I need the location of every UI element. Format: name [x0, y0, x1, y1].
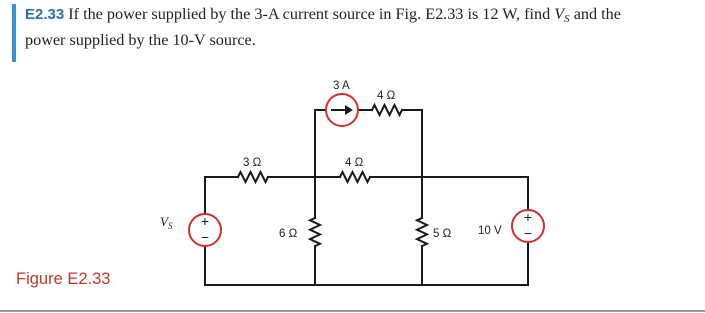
resistor-3ohm: [238, 172, 268, 182]
v10-plus-sign: +: [523, 209, 533, 225]
figure-label: Figure E2.33: [16, 270, 111, 288]
problem-number: E2.33: [25, 6, 65, 23]
current-source-3a: [326, 94, 358, 126]
vs-plus-sign: +: [200, 213, 210, 229]
resistor-6ohm: [310, 218, 320, 246]
label-3a: 3 A: [333, 80, 350, 92]
wire-top-right: [402, 110, 422, 177]
voltage-source-vs: [189, 213, 221, 246]
vs-subscript: S: [564, 13, 570, 25]
label-3ohm: 3 Ω: [243, 157, 262, 169]
label-5ohm: 5 Ω: [433, 228, 452, 240]
resistor-4ohm-mid: [340, 172, 370, 182]
vs-minus-sign: −: [200, 229, 210, 245]
label-10v: 10 V: [478, 225, 502, 237]
voltage-source-10v: [512, 209, 544, 242]
label-vs-subscript: S: [167, 221, 173, 231]
label-vs-symbol: V: [160, 214, 168, 229]
label-vs: [160, 214, 173, 231]
bottom-divider: [0, 310, 705, 312]
v10-minus-sign: −: [523, 225, 533, 241]
label-6ohm: 6 Ω: [279, 228, 298, 240]
label-4ohm-mid: 4 Ω: [345, 157, 364, 169]
problem-text-1-end: and the: [573, 5, 621, 23]
vs-symbol: V: [554, 5, 565, 23]
problem-text-1: If the power supplied by the 3-A current source in Fig. E2.33 is 12 W, find: [68, 5, 551, 23]
problem-line-2: power supplied by the 10-V source.: [25, 31, 256, 49]
resistor-5ohm: [417, 218, 427, 246]
label-4ohm-top: 4 Ω: [377, 90, 396, 102]
resistor-4ohm-top: [372, 105, 402, 115]
